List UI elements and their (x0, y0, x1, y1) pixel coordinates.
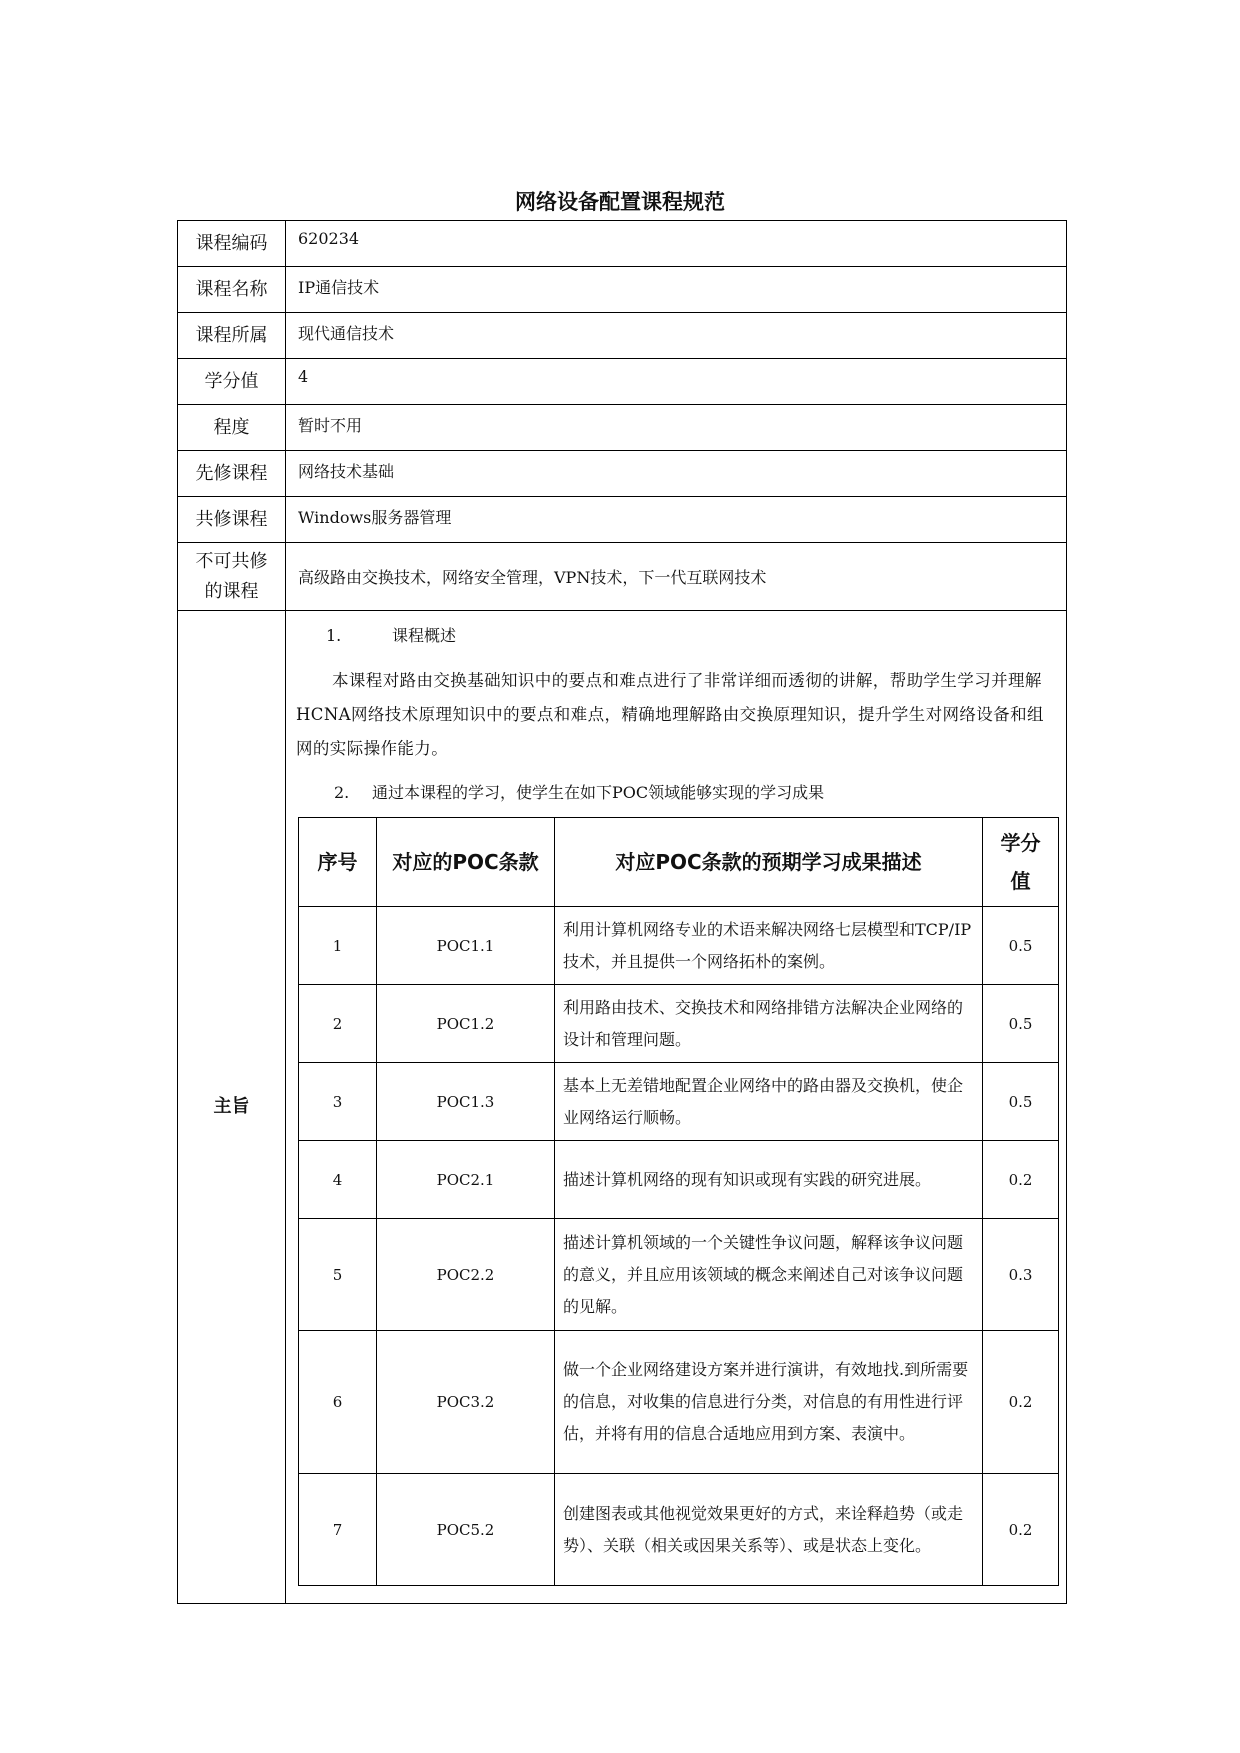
label-exclusions: 不可共修的课程 (178, 543, 286, 611)
poc-desc: 利用路由技术、交换技术和网络排错方法解决企业网络的设计和管理问题。 (555, 985, 983, 1063)
value-credits: 4 (286, 359, 1067, 405)
poc-code: POC1.2 (377, 985, 555, 1063)
poc-header-credit: 学分值 (983, 818, 1059, 907)
poc-desc: 利用计算机网络专业的术语来解决网络七层模型和TCP/IP技术，并且提供一个网络拓朴的案例。 (555, 907, 983, 985)
table-row (299, 907, 1059, 985)
label-credits: 学分值 (178, 359, 286, 405)
poc-header-row (299, 818, 1059, 907)
outcome-number: 2. (334, 783, 350, 802)
poc-credit: 0.2 (983, 1331, 1059, 1474)
poc-credit: 0.5 (983, 1063, 1059, 1141)
poc-seq: 4 (299, 1141, 377, 1219)
table-row (299, 1331, 1059, 1474)
poc-header-seq: 序号 (299, 818, 377, 907)
overview-paragraph: 本课程对路由交换基础知识中的要点和难点进行了非常详细而透彻的讲解，帮助学生学习并理解HCNA网络技术原理知识中的要点和难点，精确地理解路由交换原理知识，提升学生对网络设备和组网的实际操作能力。 (296, 671, 1044, 758)
poc-code: POC1.1 (377, 907, 555, 985)
outcome-title: 通过本课程的学习，使学生在如下POC领域能够实现的学习成果 (372, 783, 825, 802)
info-row-level (178, 405, 1067, 451)
poc-code: POC2.2 (377, 1219, 555, 1331)
overview-number: 1. (326, 626, 342, 645)
label-course-code: 课程编码 (178, 221, 286, 267)
main-section-body (286, 611, 1067, 1604)
poc-credit: 0.5 (983, 907, 1059, 985)
info-row-coreq (178, 497, 1067, 543)
value-exclusions: 高级路由交换技术，网络安全管理，VPN技术，下一代互联网技术 (286, 543, 1067, 611)
overview-heading (326, 623, 1066, 646)
poc-seq: 6 (299, 1331, 377, 1474)
poc-code: POC5.2 (377, 1474, 555, 1586)
info-row-prereq (178, 451, 1067, 497)
poc-credit: 0.5 (983, 985, 1059, 1063)
poc-code: POC1.3 (377, 1063, 555, 1141)
poc-code: POC3.2 (377, 1331, 555, 1474)
poc-code: POC2.1 (377, 1141, 555, 1219)
label-level: 程度 (178, 405, 286, 451)
poc-seq: 3 (299, 1063, 377, 1141)
poc-desc: 创建图表或其他视觉效果更好的方式，来诠释趋势（或走势）、关联（相关或因果关系等）、或是状态上变化。 (555, 1474, 983, 1586)
poc-header-poc: 对应的POC条款 (377, 818, 555, 907)
value-course-dept: 现代通信技术 (286, 313, 1067, 359)
label-prereq: 先修课程 (178, 451, 286, 497)
page-title: 网络设备配置课程规范 (515, 190, 725, 214)
table-row (299, 1474, 1059, 1586)
course-spec-table (177, 220, 1067, 1604)
poc-seq: 2 (299, 985, 377, 1063)
label-main-purpose: 主旨 (178, 611, 286, 1604)
outcome-heading (334, 780, 1066, 803)
value-course-name: IP通信技术 (286, 267, 1067, 313)
info-row-credits (178, 359, 1067, 405)
poc-desc: 描述计算机领域的一个关键性争议问题，解释该争议问题的意义，并且应用该领域的概念来阐述自己对该争议问题的见解。 (555, 1219, 983, 1331)
poc-desc: 基本上无差错地配置企业网络中的路由器及交换机，使企业网络运行顺畅。 (555, 1063, 983, 1141)
main-section-row (178, 611, 1067, 1604)
poc-table (298, 817, 1059, 1586)
table-row (299, 1219, 1059, 1331)
value-level: 暂时不用 (286, 405, 1067, 451)
poc-seq: 1 (299, 907, 377, 985)
poc-desc: 做一个企业网络建设方案并进行演讲，有效地找.到所需要的信息，对收集的信息进行分类，对信息的有用性进行评估，并将有用的信息合适地应用到方案、表演中。 (555, 1331, 983, 1474)
info-row-course-dept (178, 313, 1067, 359)
poc-credit: 0.2 (983, 1141, 1059, 1219)
value-prereq: 网络技术基础 (286, 451, 1067, 497)
poc-desc: 描述计算机网络的现有知识或现有实践的研究进展。 (555, 1141, 983, 1219)
poc-seq: 5 (299, 1219, 377, 1331)
info-row-course-code (178, 221, 1067, 267)
poc-header-desc: 对应POC条款的预期学习成果描述 (555, 818, 983, 907)
info-row-course-name (178, 267, 1067, 313)
poc-credit: 0.3 (983, 1219, 1059, 1331)
value-course-code: 620234 (286, 221, 1067, 267)
label-course-dept: 课程所属 (178, 313, 286, 359)
overview-title: 课程概述 (392, 626, 457, 645)
table-row (299, 1063, 1059, 1141)
poc-credit: 0.2 (983, 1474, 1059, 1586)
label-coreq: 共修课程 (178, 497, 286, 543)
value-coreq: Windows服务器管理 (286, 497, 1067, 543)
table-row (299, 1141, 1059, 1219)
table-row (299, 985, 1059, 1063)
info-row-exclusions (178, 543, 1067, 611)
poc-seq: 7 (299, 1474, 377, 1586)
label-course-name: 课程名称 (178, 267, 286, 313)
